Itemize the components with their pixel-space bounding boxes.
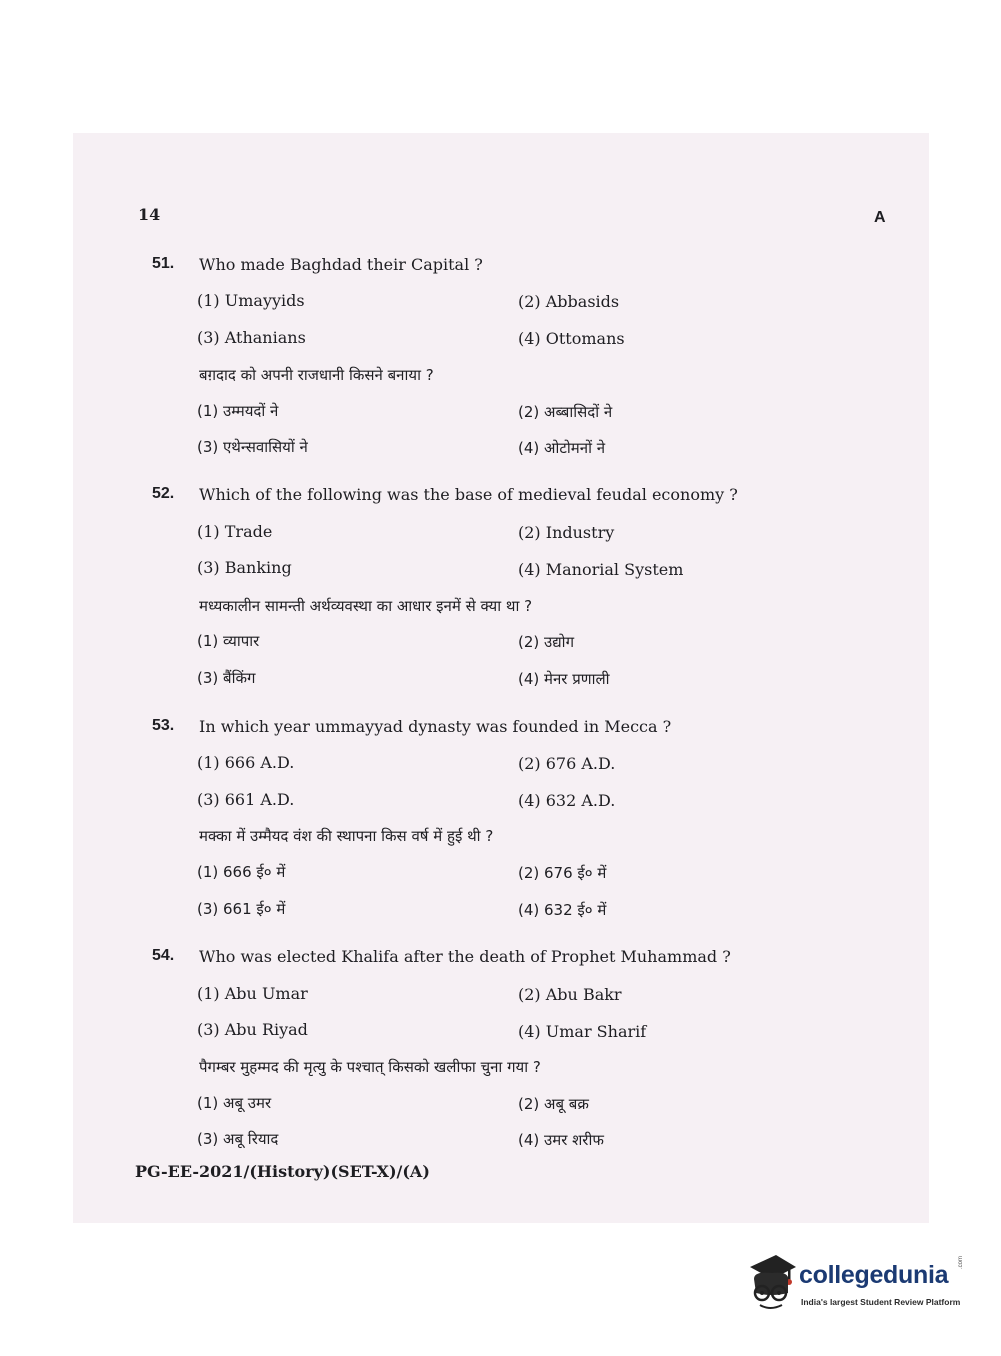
- graduate-mascot-icon: [746, 1253, 798, 1315]
- option-en: (4) 632 A.D.: [518, 791, 616, 810]
- option-hi: (3) 661 ई० में: [197, 900, 286, 918]
- option-en: (2) 676 A.D.: [518, 754, 616, 773]
- question-text-en: Which of the following was the base of medieval feudal economy ?: [199, 485, 738, 504]
- option-hi: (4) उमर शरीफ: [518, 1131, 604, 1149]
- option-en: (1) 666 A.D.: [197, 753, 295, 772]
- question-text-en: In which year ummayyad dynasty was founded in Mecca ?: [199, 717, 672, 736]
- logo-tagline: India's largest Student Review Platform: [801, 1297, 961, 1307]
- question-text-en: Who was elected Khalifa after the death of Prophet Muhammad ?: [199, 947, 731, 966]
- question-number: 53.: [152, 717, 175, 734]
- option-en: (2) Abbasids: [518, 292, 620, 311]
- option-hi: (4) मेनर प्रणाली: [518, 670, 610, 688]
- option-hi: (1) 666 ई० में: [197, 863, 286, 881]
- collegedunia-logo[interactable]: [746, 1253, 968, 1319]
- question-text-en: Who made Baghdad their Capital ?: [199, 255, 483, 274]
- logo-suffix: .com: [958, 1255, 964, 1269]
- option-en: (2) Industry: [518, 523, 615, 542]
- option-en: (3) Athanians: [197, 328, 306, 347]
- option-hi: (3) बैंकिंग: [197, 669, 256, 687]
- page-number: 14: [138, 205, 161, 224]
- question-text-hi: पैगम्बर मुहम्मद की मृत्यु के पश्चात् किसको खलीफा चुना गया ?: [199, 1058, 541, 1076]
- set-letter: A: [874, 209, 886, 226]
- question-text-hi: मक्का में उम्मैयद वंश की स्थापना किस वर्ष में हुई थी ?: [199, 827, 494, 845]
- option-hi: (2) अबू बक्र: [518, 1095, 589, 1113]
- option-en: (4) Ottomans: [518, 329, 625, 348]
- option-hi: (1) अबू उमर: [197, 1094, 272, 1112]
- option-en: (4) Umar Sharif: [518, 1022, 647, 1041]
- question-number: 51.: [152, 255, 175, 272]
- option-hi: (2) अब्बासिदों ने: [518, 403, 613, 421]
- option-hi: (1) उम्मयदों ने: [197, 402, 279, 420]
- option-en: (3) Abu Riyad: [197, 1020, 308, 1039]
- option-en: (1) Umayyids: [197, 291, 305, 310]
- option-en: (1) Trade: [197, 522, 273, 541]
- logo-wordmark: collegedunia: [799, 1261, 949, 1289]
- option-en: (1) Abu Umar: [197, 984, 308, 1003]
- option-hi: (1) व्यापार: [197, 632, 260, 650]
- paper-code-footer: PG-EE-2021/(History)(SET-X)/(A): [135, 1162, 430, 1181]
- option-hi: (4) 632 ई० में: [518, 901, 607, 919]
- question-number: 54.: [152, 947, 175, 964]
- option-hi: (3) एथेन्सवासियों ने: [197, 438, 308, 456]
- option-en: (4) Manorial System: [518, 560, 684, 579]
- question-text-hi: मध्यकालीन सामन्ती अर्थव्यवस्था का आधार इनमें से क्या था ?: [199, 597, 533, 615]
- option-hi: (2) 676 ई० में: [518, 864, 607, 882]
- option-en: (3) 661 A.D.: [197, 790, 295, 809]
- option-hi: (4) ओटोमनों ने: [518, 439, 606, 457]
- option-en: (3) Banking: [197, 558, 292, 577]
- option-hi: (3) अबू रियाद: [197, 1130, 279, 1148]
- question-number: 52.: [152, 485, 175, 502]
- option-en: (2) Abu Bakr: [518, 985, 622, 1004]
- option-hi: (2) उद्योग: [518, 633, 575, 651]
- question-text-hi: बग़दाद को अपनी राजधानी किसने बनाया ?: [199, 366, 434, 384]
